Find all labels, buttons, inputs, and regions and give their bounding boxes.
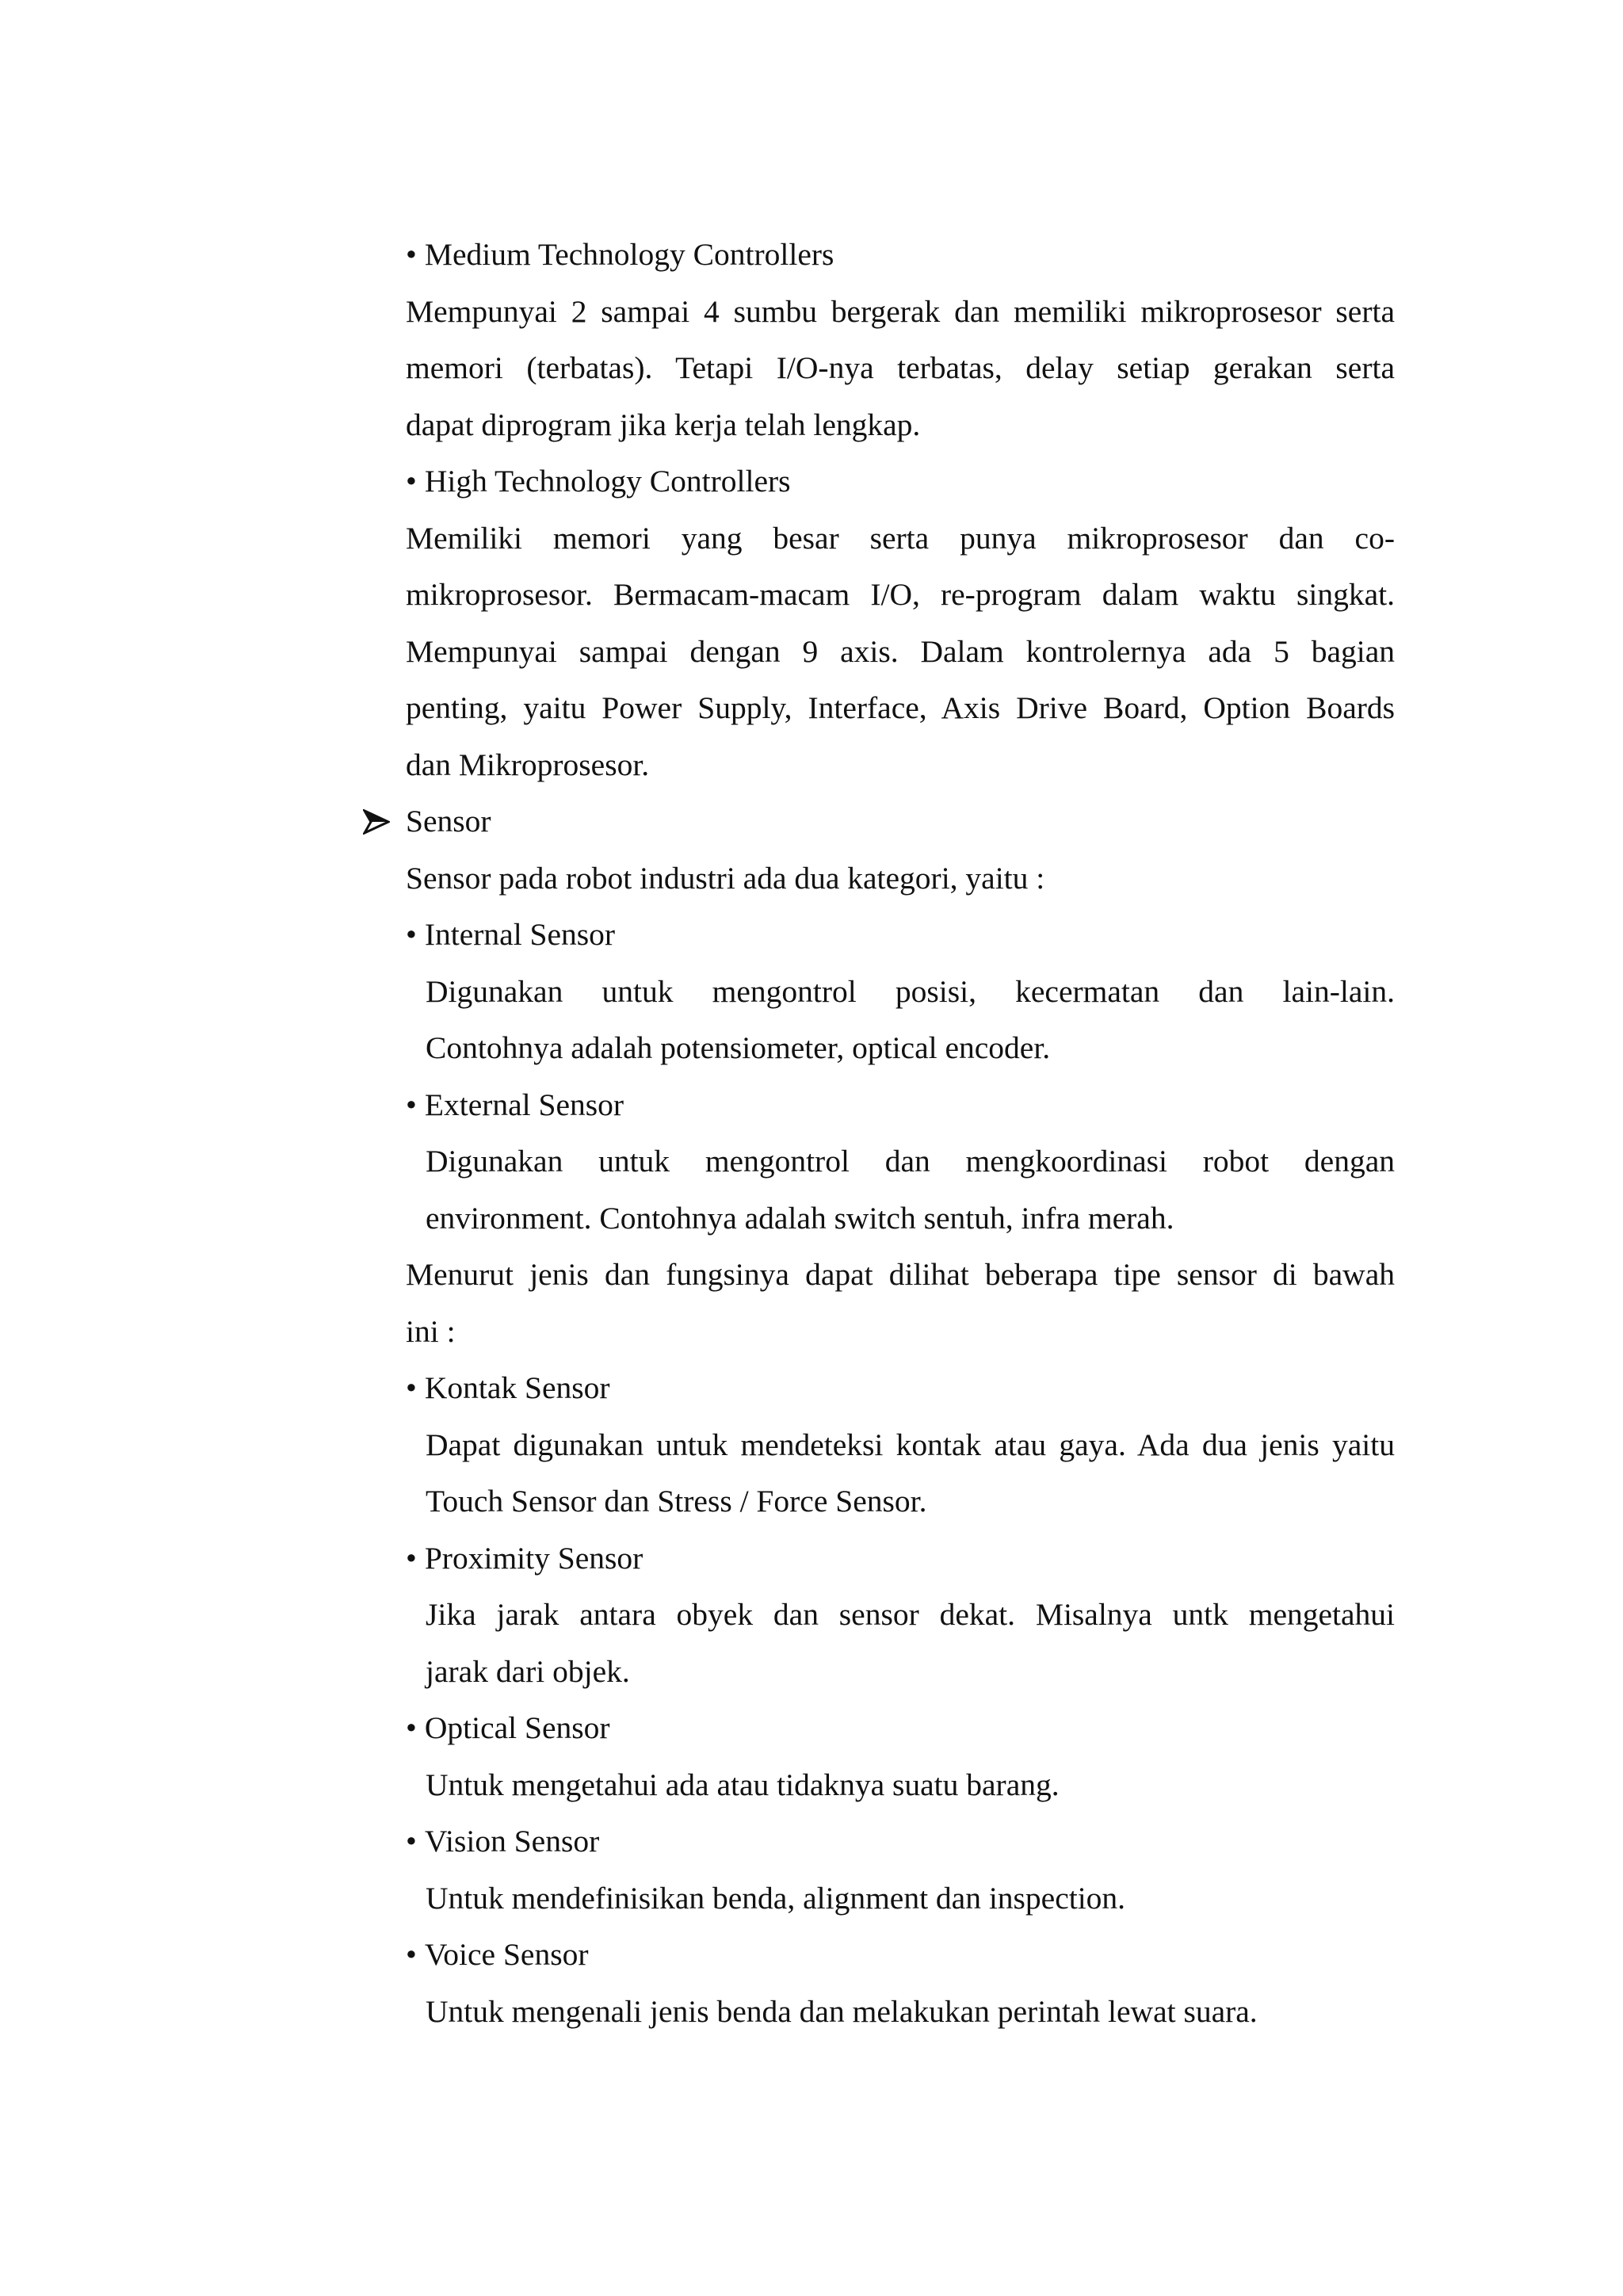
- paragraph-line: Untuk mengenali jenis benda dan melakukan perintah lewat suara.: [426, 1993, 1258, 2029]
- item-title: Optical Sensor: [424, 1710, 610, 1745]
- paragraph-line: dapat diprogram jika kerja telah lengkap.: [406, 407, 921, 442]
- item-title: High Technology Controllers: [424, 464, 791, 499]
- item-title: Vision Sensor: [424, 1824, 600, 1859]
- item-title: External Sensor: [424, 1087, 624, 1122]
- arrow-bullet-icon: [361, 793, 393, 850]
- bullet-icon: •: [406, 1710, 417, 1745]
- list-item-medium-technology-controllers: [406, 227, 1395, 284]
- list-item-optical-sensor: [406, 1700, 1395, 1757]
- paragraph-line: Sensor pada robot industri ada dua kategori, yaitu :: [406, 860, 1045, 896]
- list-item-internal-sensor: [406, 907, 1395, 964]
- paragraph-line: memori (terbatas). Tetapi I/O-nya terbatas, delay setiap gerakan serta: [406, 350, 1395, 385]
- paragraph-line: Jika jarak antara obyek dan sensor dekat. Misalnya untk mengetahui: [426, 1597, 1395, 1632]
- paragraph-line: Untuk mengetahui ada atau tidaknya suatu barang.: [426, 1767, 1060, 1802]
- paragraph-line: dan Mikroprosesor.: [406, 747, 650, 782]
- paragraph-line: ini :: [406, 1313, 456, 1349]
- list-item-external-sensor: [406, 1077, 1395, 1134]
- paragraph-line: Touch Sensor dan Stress / Force Sensor.: [426, 1484, 927, 1519]
- section-title: Sensor: [406, 804, 491, 839]
- list-item-proximity-sensor: [406, 1530, 1395, 1587]
- paragraph-line: Untuk mendefinisikan benda, alignment dan inspection.: [426, 1880, 1126, 1916]
- item-title: Voice Sensor: [424, 1937, 589, 1972]
- list-item-high-technology-controllers: [406, 453, 1395, 510]
- paragraph-line: Dapat digunakan untuk mendeteksi kontak atau gaya. Ada dua jenis yaitu: [426, 1427, 1395, 1462]
- page-content: [406, 227, 1395, 2040]
- list-item-kontak-sensor: [406, 1360, 1395, 1417]
- paragraph-line: Mempunyai sampai dengan 9 axis. Dalam kontrolernya ada 5 bagian: [406, 633, 1395, 669]
- bullet-icon: •: [406, 1370, 417, 1405]
- paragraph-line: environment. Contohnya adalah switch sentuh, infra merah.: [426, 1200, 1174, 1236]
- paragraph-line: Memiliki memori yang besar serta punya mikroprosesor dan co-: [406, 520, 1395, 556]
- bullet-icon: •: [406, 1087, 417, 1122]
- paragraph-line: penting, yaitu Power Supply, Interface, Axis Drive Board, Option Boards: [406, 690, 1395, 725]
- item-title: Internal Sensor: [424, 917, 616, 952]
- bullet-icon: •: [406, 464, 417, 499]
- list-item-vision-sensor: [406, 1813, 1395, 1870]
- section-heading-sensor: [406, 793, 1395, 850]
- list-item-voice-sensor: [406, 1927, 1395, 1984]
- bullet-icon: •: [406, 1824, 417, 1859]
- paragraph-line: mikroprosesor. Bermacam-macam I/O, re-program dalam waktu singkat.: [406, 577, 1395, 612]
- bullet-icon: •: [406, 1937, 417, 1972]
- bullet-icon: •: [406, 237, 417, 272]
- paragraph-line: Digunakan untuk mengontrol dan mengkoordinasi robot dengan: [426, 1144, 1395, 1179]
- item-title: Medium Technology Controllers: [424, 237, 834, 272]
- paragraph-line: Digunakan untuk mengontrol posisi, kecermatan dan lain-lain.: [426, 973, 1395, 1009]
- bullet-icon: •: [406, 1540, 417, 1576]
- paragraph-line: Mempunyai 2 sampai 4 sumbu bergerak dan memiliki mikroprosesor serta: [406, 293, 1395, 329]
- item-title: Proximity Sensor: [424, 1540, 643, 1576]
- bullet-icon: •: [406, 917, 417, 952]
- paragraph-line: Menurut jenis dan fungsinya dapat dilihat beberapa tipe sensor di bawah: [406, 1257, 1395, 1292]
- paragraph-line: jarak dari objek.: [426, 1653, 630, 1689]
- item-title: Kontak Sensor: [424, 1370, 610, 1405]
- paragraph-line: Contohnya adalah potensiometer, optical encoder.: [426, 1030, 1051, 1065]
